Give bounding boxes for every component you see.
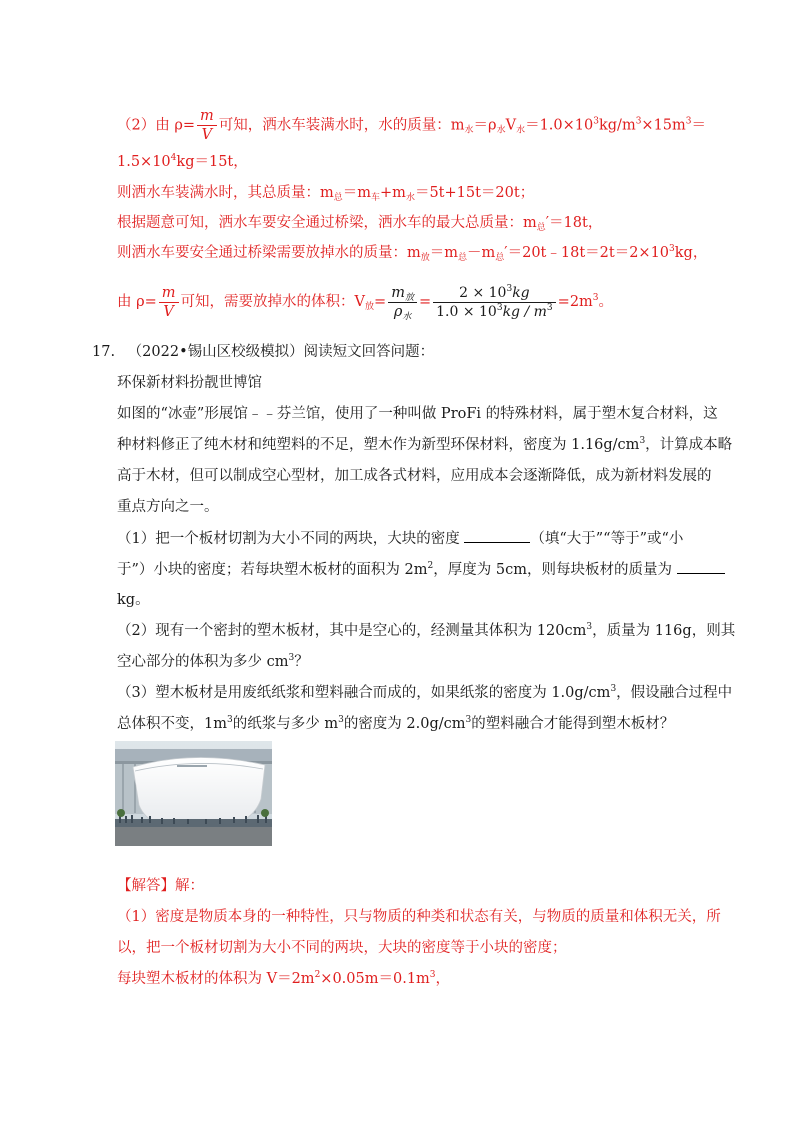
text: 总体积不变，1m bbox=[117, 716, 227, 732]
text: ＝ρ bbox=[473, 117, 497, 134]
text: 。 bbox=[598, 294, 614, 310]
superscript: 3 bbox=[669, 244, 675, 254]
text: kg＝15t， bbox=[176, 154, 248, 170]
text: 可知，洒水车装满水时，水的质量：m bbox=[218, 117, 465, 134]
superscript: 3 bbox=[610, 684, 617, 694]
text: kg。 bbox=[117, 592, 150, 608]
text: 重点方向之一。 bbox=[117, 499, 219, 515]
text: kg/m bbox=[598, 117, 636, 134]
text: kg， bbox=[674, 245, 708, 261]
text: 的纸浆与多少 m bbox=[232, 716, 339, 732]
subscript: 水 bbox=[496, 125, 506, 136]
superscript: 3 bbox=[586, 622, 593, 632]
superscript: 3 bbox=[546, 302, 553, 313]
text: +m bbox=[380, 185, 406, 201]
fraction-m-over-rho bbox=[388, 285, 417, 320]
sub-question-1-line-1 bbox=[117, 528, 683, 549]
subscript: 水 bbox=[402, 311, 412, 322]
subscript: 总 bbox=[536, 223, 546, 233]
answer-header bbox=[117, 876, 204, 896]
superscript: 2 bbox=[314, 970, 321, 980]
text: （填“大于”“等于”或“小 bbox=[530, 531, 684, 547]
text: 的密度为 2.0g/cm bbox=[343, 716, 466, 732]
subscript: 放 bbox=[365, 302, 375, 312]
text: kg bbox=[512, 284, 530, 301]
text: ，计算成本略 bbox=[645, 437, 733, 453]
fraction-denominator bbox=[388, 303, 417, 320]
sub-question-2-line-2 bbox=[117, 652, 309, 672]
text: = bbox=[418, 294, 432, 310]
article-line-3 bbox=[117, 466, 712, 486]
text: －m bbox=[467, 245, 496, 261]
answer-blank[interactable] bbox=[677, 559, 725, 574]
fraction-numerator: m bbox=[159, 285, 179, 303]
subscript: 水 bbox=[516, 125, 526, 136]
text: 2 × 10 bbox=[459, 284, 507, 301]
pavilion-photo-illustration bbox=[115, 741, 272, 846]
text: ′＝18t， bbox=[545, 215, 603, 231]
article-title bbox=[117, 373, 262, 393]
text: （1）把一个板材切割为大小不同的两块，大块的密度 bbox=[117, 531, 465, 547]
question-source: （2022•锡山区校级模拟）阅读短文回答问题： bbox=[127, 344, 435, 360]
solution-line-4 bbox=[117, 213, 602, 233]
superscript: 4 bbox=[170, 153, 177, 163]
text: 以，把一个板材切割为大小不同的两块，大块的密度等于小块的密度； bbox=[117, 940, 567, 956]
pavilion-photo bbox=[115, 741, 272, 846]
answer-label: 【解答】 bbox=[117, 878, 175, 894]
fraction-m-over-v bbox=[197, 108, 217, 143]
fraction-denominator: V bbox=[201, 127, 213, 143]
text: 高于木材，但可以制成空心型材，加工成各式材料，应用成本会逐渐降低，成为新材料发展的 bbox=[117, 468, 712, 484]
text: 每块塑木板材的体积为 V＝2m bbox=[117, 971, 315, 987]
text: ＝m bbox=[342, 185, 372, 201]
text: 解： bbox=[175, 878, 204, 894]
answer-line-2 bbox=[117, 938, 567, 958]
question-number: 17. bbox=[92, 344, 116, 360]
text: 种材料修正了纯木材和纯塑料的不足，塑木作为新型环保材料，密度为 1.16g/cm bbox=[117, 437, 640, 453]
superscript: 3 bbox=[592, 293, 599, 303]
text: 根据题意可知，洒水车要安全通过桥梁，洒水车的最大总质量：m bbox=[117, 215, 537, 231]
superscript: 3 bbox=[226, 715, 233, 725]
superscript: 3 bbox=[338, 715, 344, 725]
text: ，厚度为 5cm，则每块板材的质量为 bbox=[433, 562, 677, 578]
text: ，假设融合过程中 bbox=[616, 685, 733, 701]
fraction-m-over-v bbox=[159, 285, 179, 320]
text: 则洒水车要安全通过桥梁需要放掉水的质量：m bbox=[117, 245, 421, 261]
text: V bbox=[505, 117, 517, 134]
superscript: 3 bbox=[635, 116, 642, 127]
text: 2m bbox=[569, 294, 593, 310]
solution-line-2 bbox=[117, 152, 248, 172]
text: m bbox=[391, 284, 405, 301]
text: 如图的“冰壶”形展馆﹣﹣芬兰馆，使用了一种叫做 ProFi 的特殊材料，属于塑木复合材料，这 bbox=[117, 406, 718, 422]
text: （2）现有一个密封的塑木板材，其中是空心的，经测量其体积为 120cm bbox=[117, 623, 587, 639]
text: = bbox=[144, 294, 157, 310]
text: ＝1.0×10 bbox=[525, 117, 594, 134]
text: （3）塑木板材是用废纸纸浆和塑料融合而成的，如果纸浆的密度为 1.0g/cm bbox=[117, 685, 611, 701]
superscript: 3 bbox=[639, 436, 646, 446]
sub-question-1-line-3 bbox=[117, 590, 150, 610]
subscript: 水 bbox=[464, 125, 474, 136]
solution-line-1 bbox=[117, 108, 706, 143]
text: 可知，需要放掉水的体积：V bbox=[180, 294, 366, 310]
text: ？ bbox=[294, 654, 309, 670]
answer-blank[interactable] bbox=[464, 528, 530, 543]
superscript: 3 bbox=[288, 653, 295, 663]
fraction-numerator bbox=[388, 285, 417, 303]
text: ×15m bbox=[641, 117, 686, 134]
solution-line-6 bbox=[117, 282, 613, 322]
subscript: 水 bbox=[405, 193, 415, 203]
article-line-2 bbox=[117, 435, 732, 455]
text: ， bbox=[435, 971, 451, 987]
text: 则洒水车装满水时，其总质量：m bbox=[117, 185, 334, 201]
fraction-denominator bbox=[433, 303, 556, 320]
text: （2）由 ρ= bbox=[117, 117, 196, 134]
answer-line-3 bbox=[117, 969, 450, 989]
article-line-4 bbox=[117, 497, 219, 517]
subscript: 车 bbox=[371, 193, 381, 203]
subscript: 总 bbox=[458, 253, 468, 263]
question-17-header bbox=[92, 342, 434, 362]
text: 由 ρ bbox=[117, 294, 145, 310]
text: ，质量为 116g，则其 bbox=[592, 623, 736, 639]
superscript: 2 bbox=[427, 561, 434, 571]
fraction-denominator: V bbox=[163, 303, 174, 320]
sub-question-3-line-2 bbox=[117, 714, 674, 734]
text: 于”）小块的密度；若每块塑木板材的面积为 2m bbox=[117, 562, 428, 578]
text: 1.5×10 bbox=[117, 154, 171, 170]
article-line-1 bbox=[117, 404, 718, 424]
text: 的塑料融合才能得到塑木板材？ bbox=[471, 716, 675, 732]
text: 1.0 × 10 bbox=[436, 303, 497, 320]
sub-question-1-line-2 bbox=[117, 559, 725, 580]
superscript: 3 bbox=[429, 970, 436, 980]
text: kg / m bbox=[502, 303, 547, 320]
subscript: 总 bbox=[495, 253, 505, 263]
text: 环保新材料扮靓世博馆 bbox=[117, 375, 262, 391]
text: ＝ bbox=[691, 117, 707, 134]
text: ×0.05m＝0.1m bbox=[320, 971, 430, 987]
solution-line-3 bbox=[117, 183, 534, 203]
subscript: 放 bbox=[420, 253, 430, 263]
sub-question-2-line-1 bbox=[117, 621, 735, 641]
superscript: 3 bbox=[496, 302, 503, 313]
fraction-numeric bbox=[433, 285, 556, 320]
fraction-numerator: m bbox=[197, 108, 217, 126]
sub-question-3-line-1 bbox=[117, 683, 732, 703]
text: 空心部分的体积为多少 cm bbox=[117, 654, 289, 670]
answer-line-1 bbox=[117, 907, 721, 927]
solution-line-5 bbox=[117, 243, 707, 263]
subscript: 总 bbox=[333, 193, 343, 203]
superscript: 3 bbox=[465, 715, 472, 725]
subscript: 放 bbox=[404, 292, 414, 303]
text: （1）密度是物质本身的一种特性，只与物质的种类和状态有关，与物质的质量和体积无关，所 bbox=[117, 909, 721, 925]
superscript: 3 bbox=[685, 116, 692, 127]
text: ρ bbox=[393, 303, 403, 320]
text: = bbox=[374, 294, 387, 310]
superscript: 3 bbox=[506, 283, 513, 294]
fraction-numerator bbox=[433, 285, 556, 303]
text: ＝m bbox=[429, 245, 459, 261]
superscript: 3 bbox=[593, 116, 599, 127]
text: ＝5t+15t＝20t； bbox=[414, 185, 535, 201]
text: = bbox=[557, 294, 570, 310]
text: ′＝20t﹣18t＝2t＝2×10 bbox=[504, 245, 670, 261]
